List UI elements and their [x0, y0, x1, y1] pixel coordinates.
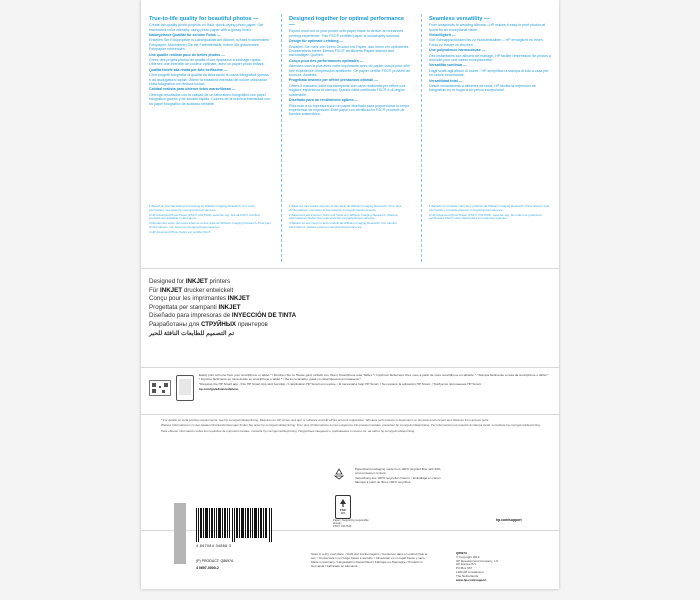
block-text: Von Schnappschüssen bis zu Hochzeitsalben – HP ermöglicht es Ihnen, Fotos zu Hause zu drucken. [429, 38, 544, 47]
block-text: Crea progetti fotografici di qualità da laboratorio su carta fotografica spessa e ad asciugatura rapida. Ottieni la massima intensità del colore utilizzando carta fotografica con finitura lucida. [149, 73, 269, 87]
legal-text [161, 419, 551, 435]
block-title: Diseñado para un rendimiento óptimo — [289, 98, 359, 103]
block-text: Desde instantáneas a álbumes de boda, HP facilita la impresión de fotografías en el hogar a un precio excepcional. [429, 84, 536, 93]
footnotes-column-1 [149, 205, 271, 236]
block-title: Progettato insieme per offrire prestazioni ottimali — [289, 78, 378, 83]
block-title: Une polyvalence harmonieuse — [429, 48, 486, 53]
storage-line: Store in a dry, cool place. / Kühl und trocken lagern. / Conserver dans un endroit frais et sec. / Conservare in un luogo fresco e asciutto. / Almacenar en un lugar fresco y seco. [311, 552, 428, 560]
footnote: 3 Rendement selon des tests internes et des tests de Wilhelm Imaging Research. Pour plus d'informations, voir www.hp.com/go/printpermanence. [149, 221, 271, 229]
fsc-logo-text: FSC [340, 508, 346, 512]
block-title: Design für optimale Leistung — [289, 39, 344, 44]
mobile-print-description: Easily print at home from your smartphone or tablet.* / Drucken Sie zu Hause ganz einfach von Ihrem Smartphone oder Tablet.* / Imprimez facilement chez vous à partir de votre smartphone ou tablette.* / Stampa facilmente a casa da smartphone o tablet.* / Imprima fácilmente en casa desde su smartphone o tablet.* / Легко печатайте дома со смартфона или планшета.* [199, 373, 549, 381]
fsc-logo [335, 495, 351, 519]
block-title: Qualità fedele alla realtà per foto bellissime — [149, 67, 228, 72]
block-text: Obtenga resultados con la calidad de un laboratorio fotográfico con papel fotográfico grueso y de secado rápido. Colores de la máxima intensidad con un papel fotográfico de acabado brillante. [149, 92, 271, 106]
recycle-icon [333, 468, 345, 480]
mobile-print-url: hp.com/go/advancedphoto [199, 387, 239, 392]
divider [141, 268, 559, 269]
column-intro: Create lab-quality photo projects on thick, quick-drying photo paper. Get maximized color intensity, using photo paper with a glossy finish. [149, 23, 264, 32]
block-text: Pida más a su impresora con un papel diseñado para proporcionar la mejor experiencia de impresión. Este papel con certificación FSC® procede de fuentes sostenibles. [289, 103, 410, 117]
recycled-line: Paperboard packaging made from 100% recycled fiber with 20% post-consumer content. [355, 467, 441, 475]
product-reference: Q8697A [456, 551, 468, 555]
support-url[interactable]: www.hp.com/support [456, 577, 487, 582]
address-line: HP Europe B.V. [456, 562, 477, 567]
address-line: The Netherlands [456, 573, 479, 578]
inkjet-line-ar: تم التصميم للطابعات النافثة للحبر [149, 329, 235, 337]
block-title: Une qualité réaliste pour de belles photos — [149, 52, 225, 57]
divider [141, 367, 559, 368]
block-text: Erwarten Sie mehr von Ihrem Drucker mit Papier, das Ihnen ein optimiertes Druckerlebnis bietet. Dieses FSC® zertifizierte Papier stammt aus nachhaltigen Quellen. [289, 44, 409, 58]
footnote: 2 HP Advanced Photo Paper (FSC® C017543). www.fsc.org. Not all FSC® certified products are available in all regions. [149, 212, 260, 221]
column-divider [281, 14, 282, 262]
footnotes-column-3 [429, 205, 551, 222]
fsc-logo-mix: MIX [340, 512, 346, 515]
designed-for-inkjet [149, 278, 349, 338]
column-versatility [429, 16, 551, 94]
column-divider [421, 14, 422, 262]
gray-swatch [174, 503, 186, 564]
block-text: Dagli scatti agli album di nozze - HP semplifica la stampa di foto a casa per un valore eccezionale. [429, 68, 549, 78]
address-line: PO Box 667 [456, 566, 473, 571]
column-headline: True-to-life quality for beautiful photos — [149, 16, 259, 22]
footnote: 2 HP Advanced Photo Paper (FSC® C017543). www.fsc.org. No todos los productos certificados FSC® están disponibles en todas las regiones. [429, 212, 542, 221]
column-quality [149, 16, 271, 107]
divider [141, 414, 559, 415]
footnote: 4 HP Advanced Photo Paper est certifié FSC®. [149, 229, 212, 234]
product-internal-code: 4 0697-0000-2 [196, 566, 219, 570]
column-performance [289, 16, 411, 118]
barcode-image [196, 508, 272, 542]
block-title: Calidad realista para obtener fotos maravillosas — [149, 87, 236, 92]
legal-paragraph: * For details on local printing requirements, see hp.com/go/mobileprinting. Requires an HP printer and app or software and HP ePrint account registration. Wireless performance is dependent on physical environment and distance from access point. [161, 418, 490, 422]
block-text: Erstellen Sie Fotoprojekte in Laborqualität auf dickem, schnell trocknendem Fotopapier. Maximieren Sie die Farbintensität, indem Sie glänzendes Fotopapier verwenden. [149, 38, 270, 52]
block-title: Conçu pour des performances optimales — [289, 58, 364, 63]
footnote: 1 Basé sur des essais internes et des tests de Wilhelm Imaging Research. Pour plus d'informations, consultez le site www.hp.com/go/printpermanence. [289, 204, 402, 212]
fsc-tree-icon [339, 499, 347, 507]
legal-paragraph: Para obtener información sobre los requisitos de impresión locales, consulte hp.com/go/mobileprinting. Подробные сведения о требованиях к печати см. на сайте hp.com/go/mobileprinting. [161, 428, 416, 433]
footnote: 2 Basierend auf internen Tests und Tests von Wilhelm Imaging Research. Weitere Informationen finden Sie unter www.hp.com/go/printpermanence. [289, 212, 398, 221]
storage-text [311, 553, 431, 569]
product-code-label: (P) PRODUCT: Q8697A [196, 559, 234, 563]
footnote: 1 Basado en pruebas internas y pruebas de Wilhelm Imaging Research. Para obtener más información, consulte www.hp.com/go/printpermanence. [429, 204, 550, 212]
fsc-code: FSC® C017543 [333, 525, 352, 529]
column-headline: Designed together for optimal performance — [289, 16, 404, 29]
footnotes-column-2 [289, 205, 411, 231]
legal-paragraph: Weitere Informationen zu den lokalen Druckanforderungen finden Sie unter hp.com/go/mobileprinting. Pour plus d'informations sur les exigences d'impression locales, consultez hp.com/go/mobileprinting. Per informazioni sui requisiti di stampa locali, consultare hp.com/go/mobileprinting. [161, 423, 541, 428]
manufacturer-address [456, 552, 556, 582]
address-line: 1180 AR Amstelveen [456, 569, 484, 574]
block-text: Attendez-vous à plus avec votre imprimante avec du papier conçu pour offrir une expérience d'impression améliorée. Ce papier certifié FSC® provient de sources durables. [289, 64, 411, 78]
block-title: Versatilità continua — [429, 63, 467, 68]
fsc-label [333, 519, 373, 529]
recycled-line: Verpackung aus 100% recycelten Fasern. / Emballage en carton fabriqué à partir de fibres 100% recyclées. [355, 475, 441, 484]
inkjet-line-es: Diseñado para impresoras de INYECCIÓN DE TINTA [149, 312, 297, 320]
scan-code-icon [149, 380, 171, 396]
block-text: Des instantanés aux albums de mariage, HP facilite l'impression de photos à domicile pour une valeur exceptionnelle. [429, 53, 551, 63]
packaging-back [141, 0, 559, 589]
address-line: © Copyright 2019 [456, 554, 480, 559]
hp-support-link[interactable]: hp.com/support [496, 518, 522, 522]
inkjet-line-ru: Разработаны для СТРУЙНЫХ принтеров [149, 320, 268, 328]
mobile-print-text [199, 374, 549, 393]
inkjet-line-de: Für INKJET drucker entwickelt [149, 286, 234, 294]
block-title: Versatilidad total — [429, 78, 463, 83]
footnote: 3 Basato su test interni e test condotti da Wilhelm Imaging Research. Per ulteriori informazioni, visitare www.hp.com/go/printpermanence. [289, 221, 397, 229]
inkjet-line-en: Designed for INKJET printers [149, 278, 231, 285]
fsc-claim: Paper | Supporting responsible forestry [333, 519, 369, 526]
recycled-packaging-text [355, 468, 445, 486]
block-title: Naturgetreue Qualität für schöne Fotos — [149, 33, 221, 38]
smartphone-icon [176, 375, 194, 401]
mobile-print-note: *Requires the HP Smart app. / Die HP Smart App wird benötigt. / L'application HP Smart est requise. / È necessaria l'app HP Smart. / Se requiere la aplicación HP Smart. / Требуется приложение HP Smart. [199, 382, 482, 386]
address-line: HP Development Company, L.P. [456, 558, 499, 563]
footnote: 1 Based on internal testing and testing by Wilhelm Imaging Research. For more information, see www.hp.com/go/printpermanence. [149, 204, 255, 212]
inkjet-line-it: Progettata per stampanti INKJET [149, 303, 241, 311]
column-intro: Expect more out of your printer with paper made to deliver an enhanced printing experience. This FSC® certified paper is sustainably sourced. [289, 29, 404, 38]
block-text: Créez des projets photos de qualité d'une épaisseur à séchage rapide. Obtenez une intensité de couleur optimale, avec un papier photo brillant. [149, 58, 265, 67]
column-intro: From snapshots to wedding albums—HP makes it easy to print photos at home for an exceptional value. [429, 23, 545, 32]
block-text: Ottieni il massimo dalla tua stampante con carta realizzata per offrire una migliore esperienza di stampa. Questa carta certificata FSC® è di origine sostenibile. [289, 83, 406, 97]
inkjet-line-fr: Conçu pour les imprimantes INKJET [149, 295, 250, 303]
storage-line: Made in Germany / Hergestellt in Deutschland / Fabriqué en Allemagne / Prodotto in Germania / Fabricado en Alemania [311, 560, 423, 568]
barcode-number: 4 897084 34866 3 [196, 544, 232, 548]
block-title: Vielseitigkeit — [429, 33, 456, 38]
column-headline: Seamless versatility — [429, 16, 490, 22]
